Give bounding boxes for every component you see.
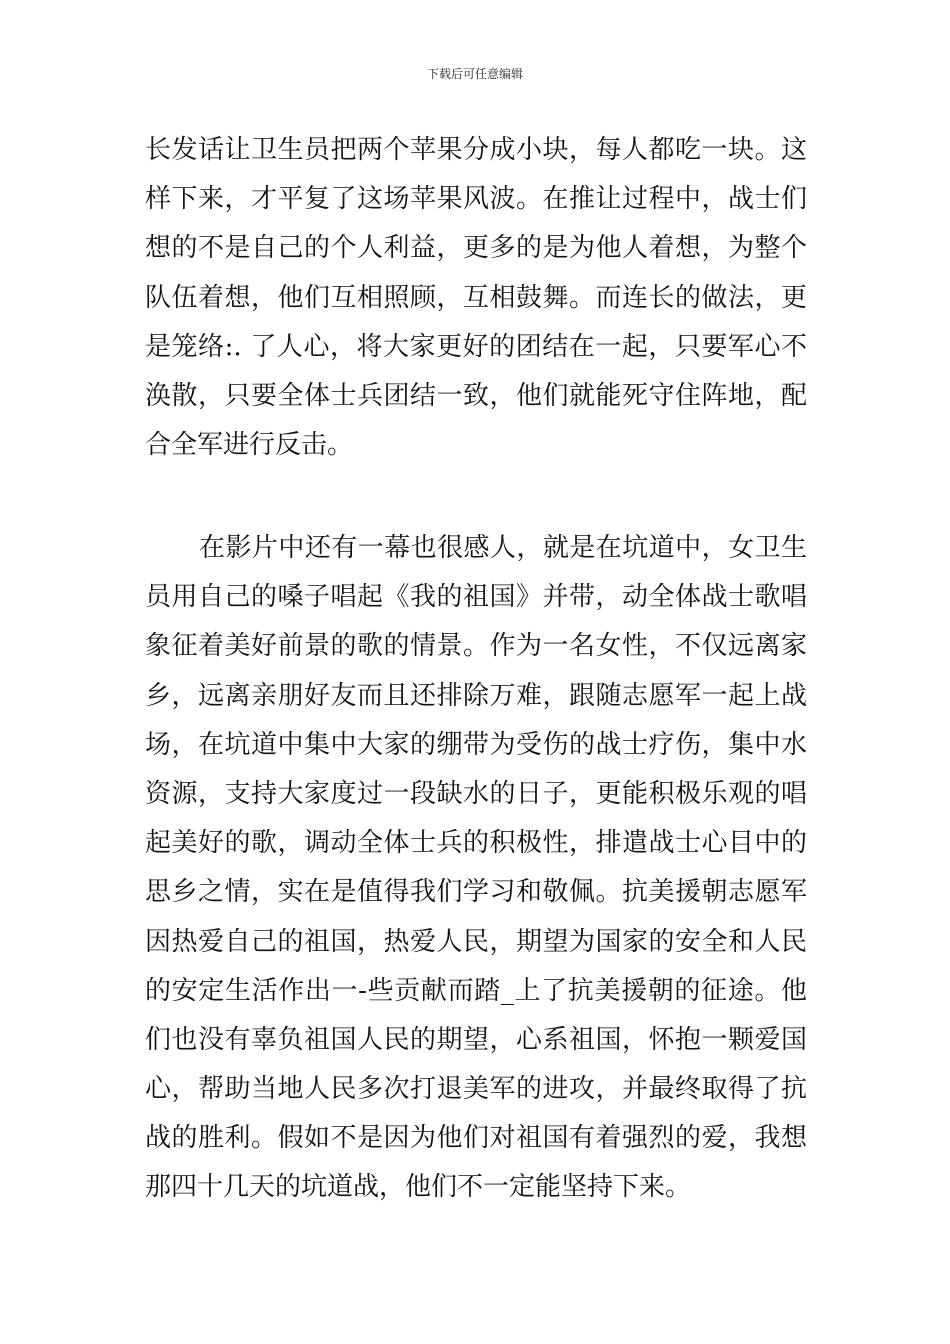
text-line: 战的胜利。假如不是因为他们对祖国有着强烈的爱，我想 bbox=[145, 1123, 807, 1154]
text-line: 起美好的歌，调动全体士兵的积极性，排遣战士心目中的 bbox=[145, 828, 807, 859]
text-line: 在影片中还有一幕也很感人，就是在坑道中，女卫生 bbox=[199, 533, 807, 563]
page-header-note: 下载后可任意编辑 bbox=[426, 67, 523, 81]
text-line: 象征着美好前景的歌的情景。作为一名女性，不仅远离家 bbox=[145, 631, 807, 662]
text-line: 场，在坑道中集中大家的绷带为受伤的战士疗伤，集中水 bbox=[145, 729, 807, 760]
text-line: 思乡之情，实在是值得我们学习和敬佩。抗美援朝志愿军 bbox=[145, 877, 807, 908]
paragraph-2 bbox=[145, 524, 807, 1213]
text-line: 那四十几天的坑道战，他们不一定能坚持下来。 bbox=[145, 1172, 692, 1203]
text-line: 涣散，只要全体士兵团结一致，他们就能死守住阵地，配 bbox=[145, 380, 807, 411]
text-line: 资源，支持大家度过一段缺水的日子，更能积极乐观的唱 bbox=[145, 778, 807, 809]
text-line: 长发话让卫生员把两个苹果分成小块，每人都吃一块。这 bbox=[145, 135, 807, 165]
text-line: 想的不是自己的个人利益，更多的是为他人着想，为整个 bbox=[145, 233, 807, 264]
text-line: 们也没有辜负祖国人民的期望，心系祖国，怀抱一颗爱国 bbox=[145, 1024, 807, 1055]
text-line: 的安定生活作出一-些贡献而踏_上了抗美援朝的征途。他 bbox=[145, 975, 807, 1006]
text-line: 样下来，才平复了这场苹果风波。在推让过程中，战士们 bbox=[145, 184, 807, 215]
paragraph-1 bbox=[145, 126, 807, 470]
text-line: 员用自己的嗓子唱起《我的祖国》并带，动全体战士歌唱 bbox=[145, 582, 807, 613]
text-line: 队伍着想，他们互相照顾，互相鼓舞。而连长的做法，更 bbox=[145, 282, 807, 313]
text-line: 因热爱自己的祖国，热爱人民，期望为国家的安全和人民 bbox=[145, 926, 807, 957]
text-line: 乡，远离亲朋好友而且还排除万难，跟随志愿军一起上战 bbox=[145, 680, 807, 711]
text-line: 是笼络:. 了人心，将大家更好的团结在一起，只要军心不 bbox=[145, 331, 807, 362]
text-line: 合全军进行反击。 bbox=[145, 430, 354, 461]
text-line: 心，帮助当地人民多次打退美军的进攻，并最终取得了抗 bbox=[145, 1074, 807, 1105]
